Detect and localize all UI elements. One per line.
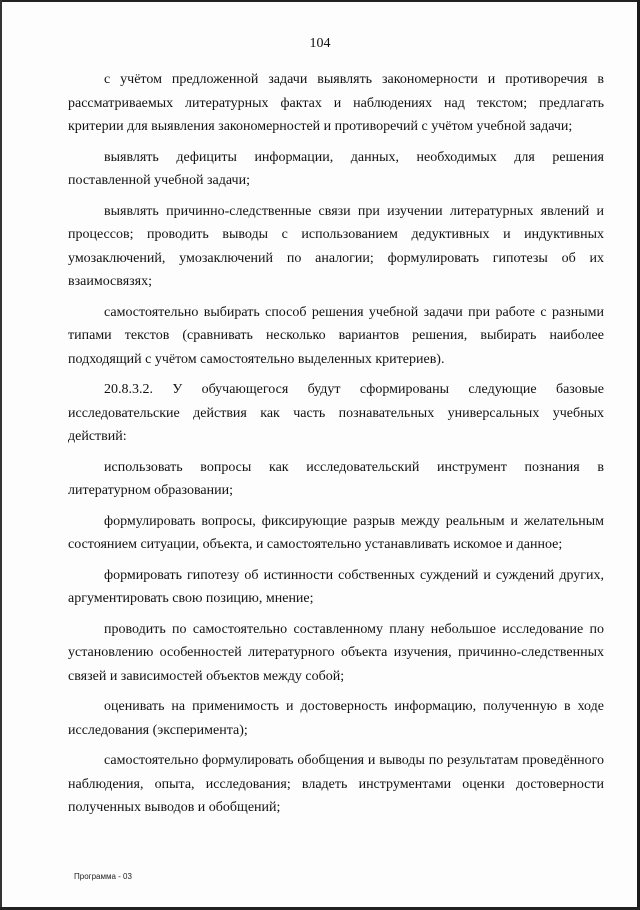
- paragraph: самостоятельно формулировать обобщения и выводы по результатам проведённого наблюдения, опыта, исследования; владеть инструментами оценки достоверности полученных выводов и обобщений;: [68, 753, 604, 815]
- paragraph: формулировать вопросы, фиксирующие разрыв между реальным и желательным состоянием ситуации, объекта, и самостоятельно устанавливать искомое и данное;: [68, 513, 604, 552]
- page-body: [68, 68, 604, 827]
- paragraph: с учётом предложенной задачи выявлять закономерности и противоречия в рассматриваемых литературных фактах и наблюдениях над текстом; предлагать критерии для выявления закономерностей и противоречий с учётом учебной задачи;: [68, 72, 604, 134]
- page-number: 104: [309, 36, 331, 51]
- paragraph: оценивать на применимость и достоверность информацию, полученную в ходе исследования (эксперимента);: [68, 699, 604, 738]
- scan-border-top: [0, 0, 640, 2]
- paragraph: проводить по самостоятельно составленному плану небольшое исследование по установлению особенностей литературного объекта изучения, причинно-следственных связей и зависимостей объектов между собой;: [68, 621, 604, 684]
- paragraph: самостоятельно выбирать способ решения учебной задачи при работе с разными типами текстов (сравнивать несколько вариантов решения, выбирать наиболее подходящий с учётом самостоятельно выделенных критериев).: [68, 304, 604, 367]
- paragraph: выявлять причинно-следственные связи при изучении литературных явлений и процессов; проводить выводы с использованием дедуктивных и индуктивных умозаключений, умозаключений по аналогии; формулировать гипотезы об их взаимосвязях;: [68, 203, 604, 289]
- page-footer: Программа - 03: [74, 872, 132, 881]
- scan-border-left: [0, 0, 2, 910]
- paragraph: формировать гипотезу об истинности собственных суждений и суждений других, аргументировать свою позицию, мнение;: [68, 567, 604, 606]
- section-paragraph-20-8-3-2: 20.8.3.2. У обучающегося будут сформированы следующие базовые исследовательские действия как часть познавательных универсальных учебных действий:: [68, 382, 604, 444]
- paragraph: выявлять дефициты информации, данных, необходимых для решения поставленной учебной задачи;: [68, 149, 604, 188]
- paragraph: использовать вопросы как исследовательский инструмент познания в литературном образовании;: [68, 459, 604, 498]
